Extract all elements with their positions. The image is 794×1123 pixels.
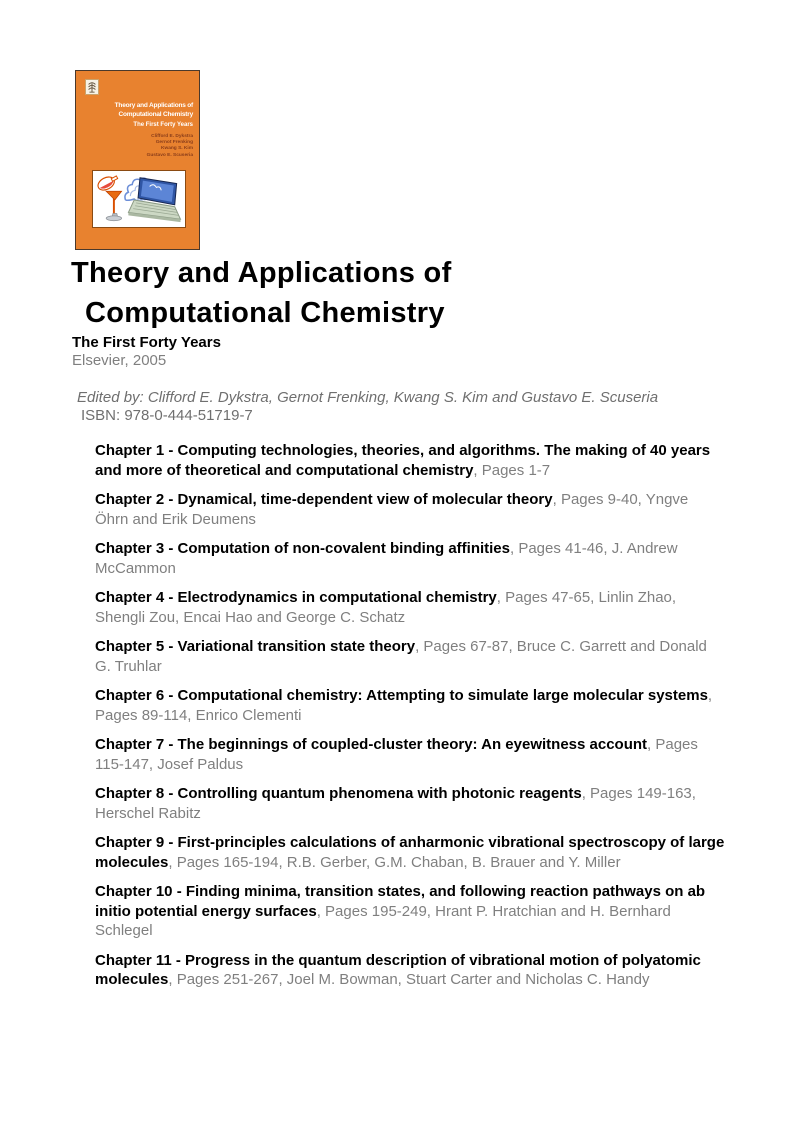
book-cover-image [75, 70, 200, 250]
cover-title-line2: Computational Chemistry [118, 110, 193, 118]
chapter-entry [95, 441, 725, 480]
chapter-meta: , Pages 41-46, J. Andrew McCammon [95, 540, 678, 577]
book-title-line2: Computational Chemistry [85, 297, 445, 329]
chapter-meta: , Pages 47-65, Linlin Zhao, Shengli Zou, Encai Hao and George C. Schatz [95, 589, 677, 626]
book-title [71, 253, 452, 333]
chapter-title: Chapter 6 - Computational chemistry: Attempting to simulate large molecular systems [95, 687, 708, 704]
chapter-meta: , Pages 115-147, Josef Paldus [95, 736, 698, 773]
chapter-title: Chapter 8 - Controlling quantum phenomena with photonic reagents [95, 785, 582, 802]
cover-illustration [92, 170, 186, 228]
chapter-title: Chapter 7 - The beginnings of coupled-cluster theory: An eyewitness account [95, 736, 648, 753]
chapter-meta: , Pages 1-7 [473, 461, 551, 479]
chapter-entry [95, 637, 725, 676]
chapter-title: Chapter 4 - Electrodynamics in computational chemistry [95, 589, 497, 606]
chapter-meta: , Pages 251-267, Joel M. Bowman, Stuart Carter and Nicholas C. Handy [168, 971, 650, 988]
chapter-entry [95, 539, 725, 578]
flask-stand-icon [96, 173, 122, 221]
chapter-entry [95, 784, 725, 823]
book-subtitle: The First Forty Years [72, 334, 221, 351]
chapter-entry [95, 490, 725, 529]
chapter-meta: , Pages 67-87, Bruce C. Garrett and Donald G. Truhlar [95, 638, 707, 675]
chapter-meta: , Pages 149-163, Herschel Rabitz [95, 785, 696, 822]
cover-title-line1: Theory and Applications of [114, 102, 193, 109]
chapter-meta: , Pages 89-114, Enrico Clementi [95, 687, 713, 724]
isbn-line: ISBN: 978-0-444-51719-7 [81, 407, 253, 424]
cover-editor: Clifford E. Dykstra [151, 134, 193, 139]
laptop-icon [128, 178, 180, 222]
chapter-title: Chapter 5 - Variational transition state theory [95, 638, 416, 655]
cover-editor: Kwang S. Kim [161, 146, 193, 152]
cover-editor: Gernot Frenking [155, 140, 193, 146]
cover-title-block [83, 102, 193, 129]
chapter-entry [95, 833, 725, 872]
chapter-title: Chapter 11 - Progress in the quantum description of vibrational motion of polyatomic molecules [95, 951, 701, 988]
chapter-title: Chapter 9 - First-principles calculations of anharmonic vibrational spectroscopy of large molecules [95, 834, 725, 871]
chapter-entry [95, 686, 725, 725]
chapter-meta: , Pages 9-40, Yngve Öhrn and Erik Deumens [95, 491, 689, 528]
chapter-list [95, 441, 725, 1000]
cover-editor-names [83, 134, 193, 159]
book-title-line1: Theory and Applications of [71, 257, 452, 289]
chapter-entry [95, 882, 725, 941]
chapter-meta: , Pages 165-194, R.B. Gerber, G.M. Chaban, B. Brauer and Y. Miller [168, 853, 621, 871]
elsevier-tree-logo-icon [85, 79, 99, 95]
edited-by-line: Edited by: Clifford E. Dykstra, Gernot Frenking, Kwang S. Kim and Gustavo E. Scuseria [77, 389, 659, 406]
chapter-title: Chapter 1 - Computing technologies, theories, and algorithms. The making of 40 years and more of theoretical and computational chemistry [95, 442, 711, 479]
cover-subtitle: The First Forty Years [133, 122, 193, 128]
publisher-line: Elsevier, 2005 [72, 352, 167, 369]
chapter-entry [95, 735, 725, 774]
chapter-title: Chapter 3 - Computation of non-covalent binding affinities [95, 540, 510, 557]
cover-editor: Gustavo E. Scuseria [146, 152, 193, 158]
chapter-entry [95, 588, 725, 627]
chapter-title: Chapter 10 - Finding minima, transition states, and following reaction pathways on ab initio potential energy surfaces [95, 883, 706, 920]
chapter-meta: , Pages 195-249, Hrant P. Hratchian and H. Bernhard Schlegel [95, 902, 671, 939]
chapter-title: Chapter 2 - Dynamical, time-dependent view of molecular theory [95, 491, 553, 508]
chapter-entry [95, 951, 725, 990]
